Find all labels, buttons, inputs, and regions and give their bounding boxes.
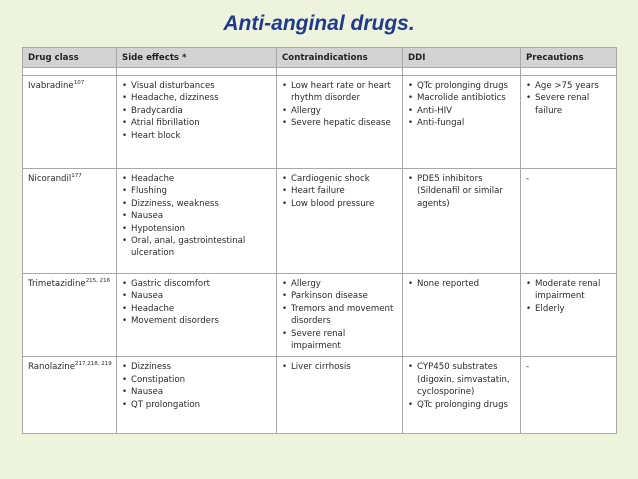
list-item: • Anti-HIV	[408, 105, 515, 117]
precautions-text: -	[526, 174, 530, 184]
list-item: • CYP450 substrates (digoxin, simvastatin, cyclosporine)	[408, 361, 515, 398]
drug-reference: 177	[71, 173, 82, 180]
list-item: • Allergy	[282, 105, 397, 117]
list-item: • Atrial fibrillation	[122, 117, 271, 129]
table-body	[23, 68, 617, 434]
cell-ddi-list	[408, 278, 515, 290]
header-contraindications: Contraindications	[277, 48, 403, 68]
cell-ddi-list	[408, 361, 515, 411]
header-precautions: Precautions	[521, 48, 617, 68]
list-item: • Bradycardia	[122, 105, 271, 117]
list-item: • Headache	[122, 173, 271, 185]
cell-contraindications	[277, 169, 403, 274]
table-row	[23, 274, 617, 357]
list-item: • Nausea	[122, 386, 271, 398]
cell-ddi	[403, 274, 521, 357]
slide-title: Anti-anginal drugs.	[223, 12, 415, 35]
drug-name: Ivabradine$^{107}$	[28, 80, 85, 91]
drug-name: Ranolazine$^{217,218, 219}$	[28, 361, 112, 373]
list-item: • Parkinson disease	[282, 290, 397, 302]
list-item: • QTc prolonging drugs	[408, 80, 515, 92]
cell-precautions	[521, 357, 617, 434]
list-item: • Moderate renal impairment	[526, 278, 611, 303]
cell-ddi-list	[408, 173, 515, 210]
cell-side-effects	[117, 169, 277, 274]
cell-precautions	[521, 169, 617, 274]
cell-side-effects-list	[122, 278, 271, 328]
cell-contraindications	[277, 274, 403, 357]
list-item: • Nausea	[122, 290, 271, 302]
cell-drug-class	[23, 169, 117, 274]
cell-contraindications-list	[282, 80, 397, 130]
list-item: • Low heart rate or heart rhythm disorder	[282, 80, 397, 105]
drug-name: Trimetazidine$^{215, 216}$	[28, 278, 111, 289]
list-item: • Dizziness	[122, 361, 271, 373]
cell-ddi	[403, 76, 521, 169]
cell-precautions-list	[526, 278, 611, 315]
cell-contraindications-list	[282, 278, 397, 352]
cell-drug-class	[23, 357, 117, 434]
cell-drug-class	[23, 76, 117, 169]
list-item: • Liver cirrhosis	[282, 361, 397, 373]
list-item: • Low blood pressure	[282, 198, 397, 210]
drug-reference: 215, 216	[85, 278, 111, 285]
cell-side-effects-list	[122, 361, 271, 411]
cell-ddi	[403, 357, 521, 434]
table-row	[23, 76, 617, 169]
drug-reference: 107	[73, 80, 85, 87]
cell-side-effects-list	[122, 173, 271, 260]
table-row	[23, 357, 617, 434]
drug-name: Nicorandil$^{177}$	[28, 173, 82, 184]
drug-reference: 217,218, 219	[75, 361, 112, 368]
precautions-text: -	[526, 362, 530, 373]
list-item: • Visual disturbances	[122, 80, 271, 92]
header-drug-class: Drug class	[23, 48, 117, 68]
list-item: • Severe hepatic disease	[282, 117, 397, 129]
list-item: • Headache, dizziness	[122, 92, 271, 104]
list-item: • QT prolongation	[122, 399, 271, 411]
cell-contraindications-list	[282, 173, 397, 210]
header-spacer-row	[23, 68, 617, 76]
list-item: • Age >75 years	[526, 80, 611, 92]
list-item: • Anti-fungal	[408, 117, 515, 129]
list-item: • Heart block	[122, 130, 271, 142]
cell-side-effects	[117, 274, 277, 357]
cell-contraindications	[277, 76, 403, 169]
list-item: • Severe renal failure	[526, 92, 611, 117]
header-ddi: DDI	[403, 48, 521, 68]
list-item: • Movement disorders	[122, 315, 271, 327]
cell-side-effects	[117, 76, 277, 169]
list-item: • Severe renal impairment	[282, 328, 397, 353]
list-item: • Constipation	[122, 374, 271, 386]
table-row	[23, 169, 617, 274]
list-item: • Tremors and movement disorders	[282, 303, 397, 328]
cell-drug-class	[23, 274, 117, 357]
drug-table-container	[22, 47, 616, 434]
list-item: • Heart failure	[282, 185, 397, 197]
list-item: • PDE5 inhibitors (Sildenafil or similar agents)	[408, 173, 515, 210]
list-item: • Dizziness, weakness	[122, 198, 271, 210]
list-item: • Macrolide antibiotics	[408, 92, 515, 104]
list-item: • Gastric discomfort	[122, 278, 271, 290]
table-header	[23, 48, 617, 68]
list-item: • Elderly	[526, 303, 611, 315]
cell-precautions-list	[526, 80, 611, 117]
header-side-effects: Side effects *	[117, 48, 277, 68]
list-item: • Nausea	[122, 210, 271, 222]
cell-ddi-list	[408, 80, 515, 130]
list-item: • Headache	[122, 303, 271, 315]
cell-precautions	[521, 76, 617, 169]
list-item: • Oral, anal, gastrointestinal ulceration	[122, 235, 271, 260]
cell-ddi	[403, 169, 521, 274]
cell-precautions	[521, 274, 617, 357]
cell-side-effects-list	[122, 80, 271, 142]
list-item: • None reported	[408, 278, 515, 290]
cell-contraindications-list	[282, 361, 397, 373]
list-item: • Hypotension	[122, 223, 271, 235]
list-item: • QTc prolonging drugs	[408, 399, 515, 411]
list-item: • Allergy	[282, 278, 397, 290]
list-item: • Cardiogenic shock	[282, 173, 397, 185]
cell-contraindications	[277, 357, 403, 434]
cell-side-effects	[117, 357, 277, 434]
anti-anginal-drugs-table	[22, 47, 617, 434]
list-item: • Flushing	[122, 185, 271, 197]
